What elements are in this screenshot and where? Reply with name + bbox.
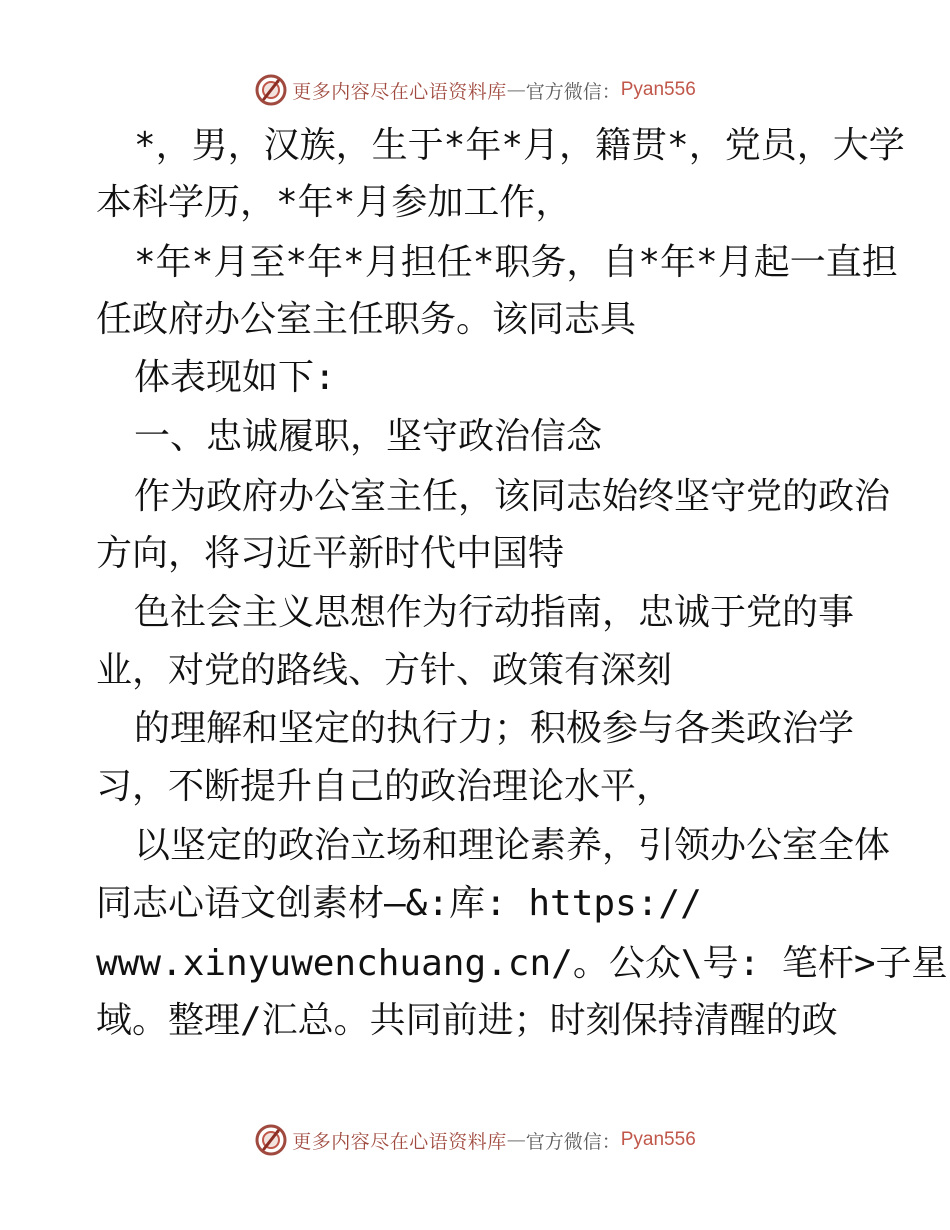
body-line: 作为政府办公室主任，该同志始终坚守党的政治 [134,476,891,517]
header-banner [0,70,950,110]
footer-brand-text: 更多内容尽在心语资料库 [292,1130,507,1153]
body-line: 业，对党的路线、方针、政策有深刻 [96,650,673,691]
brand-logo-icon [254,73,288,107]
brand-logo-icon [254,1123,288,1157]
body-line: 本科学历，*年*月参加工作， [96,182,572,223]
body-line: 同志心语文创素材—&:库: https:// [96,883,702,924]
body-line: 方向，将习近平新时代中国特 [96,533,565,574]
header-banner-content [254,73,696,107]
body-line: 的理解和坚定的执行力；积极参与各类政治学 [134,708,855,749]
body-line: 任政府办公室主任职务。该同志具 [96,299,637,340]
body-line: *年*月至*年*月担任*职务，自*年*月起一直担 [134,242,898,283]
footer-banner-content [254,1123,696,1157]
body-line: 域。整理/汇总。共同前进；时刻保持清醒的政 [96,1000,838,1041]
body-line: 习，不断提升自己的政治理论水平， [96,766,673,807]
footer-sub-text: 官方微信： [525,1130,621,1153]
footer-banner [0,1120,950,1160]
body-line: www.xinyuwenchuang.cn/。公众\号: 笔杆>子星 [96,943,948,984]
body-line: 以坚定的政治立场和理论素养，引领办公室全体 [134,825,891,866]
body-line: 色社会主义思想作为行动指南，忠诚于党的事 [134,592,855,633]
footer-dash: — [506,1129,526,1151]
footer-wechat-id: Pyan556 [620,1129,696,1150]
body-line: *，男，汉族，生于*年*月，籍贯*，党员，大学 [134,125,905,166]
header-brand-text: 更多内容尽在心语资料库 [292,80,507,103]
header-sub-text: 官方微信： [525,80,621,103]
header-dash: — [506,79,526,101]
body-line: 体表现如下: [134,357,336,398]
section-heading: 一、忠诚履职，坚守政治信念 [134,416,603,457]
header-wechat-id: Pyan556 [620,79,696,100]
